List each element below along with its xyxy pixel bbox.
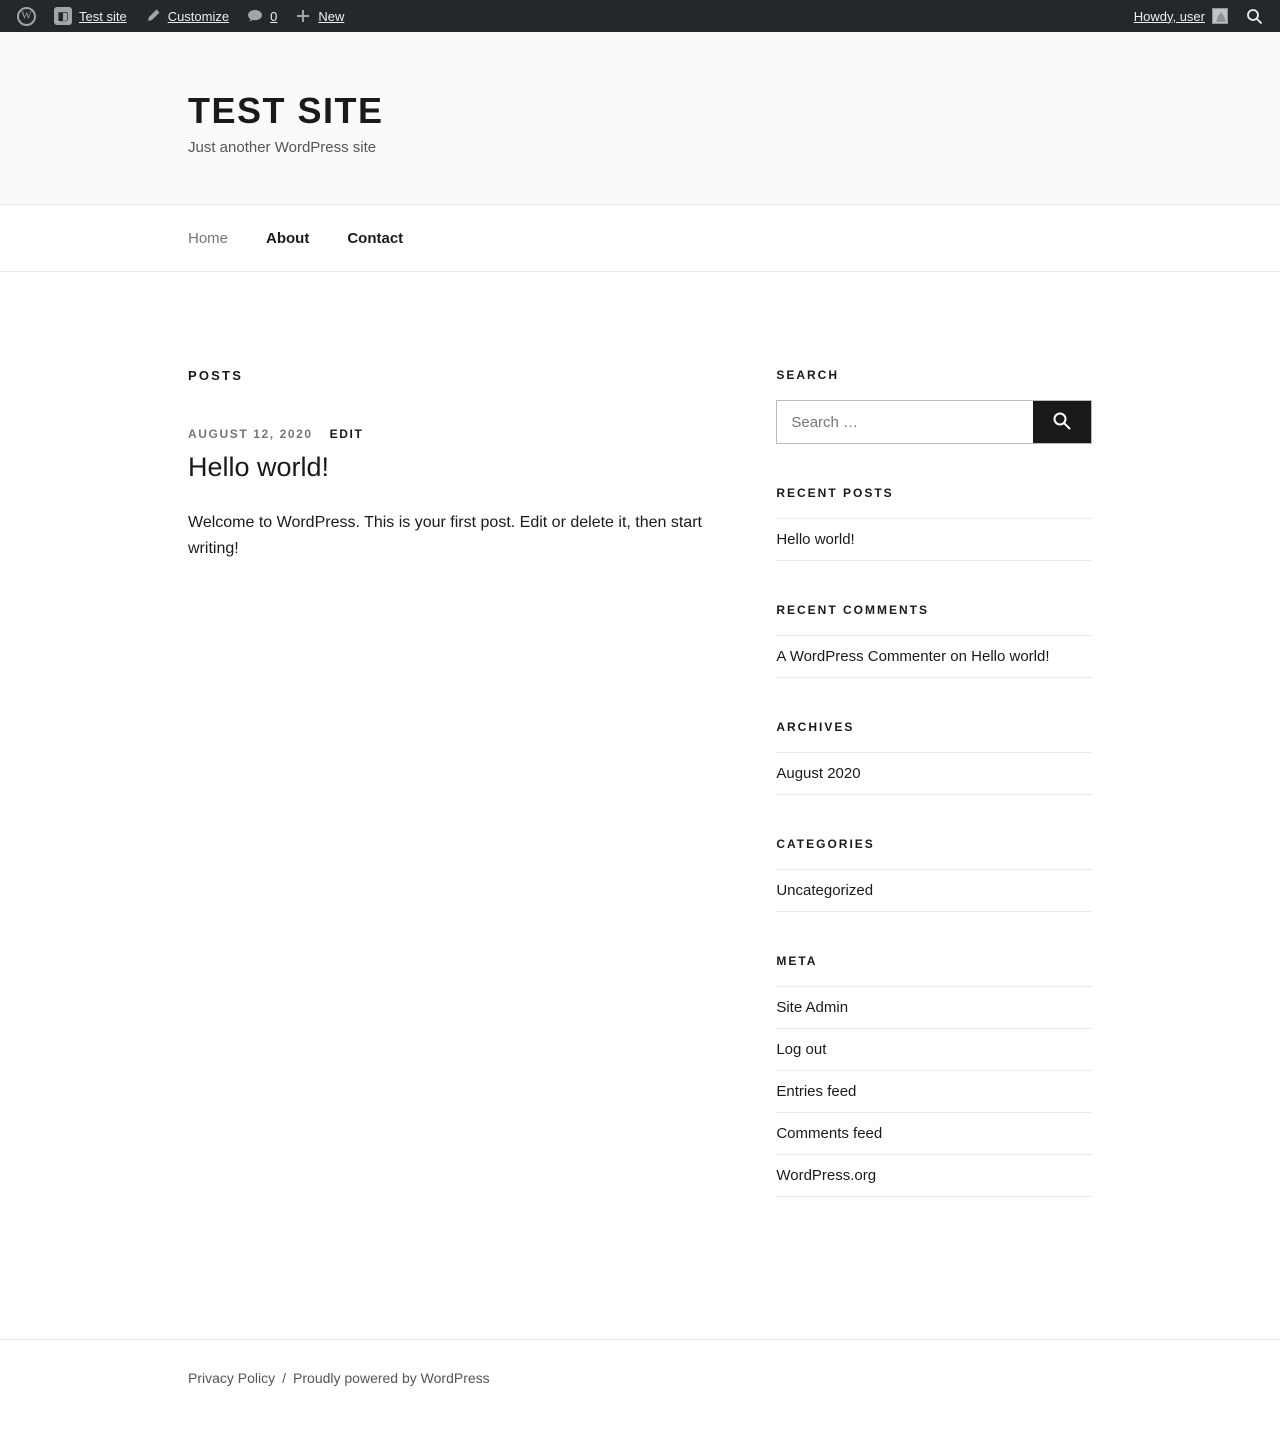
- content-area: [188, 272, 1092, 1239]
- admin-bar-site-name[interactable]: [45, 0, 136, 32]
- posts-heading: POSTS: [188, 368, 244, 384]
- recent-posts-list: [776, 518, 1092, 561]
- nav-item-about[interactable]: About: [266, 230, 310, 248]
- search-icon: [1052, 411, 1072, 434]
- widget-recent-comments-title: RECENT COMMENTS: [776, 603, 930, 618]
- wordpress-logo-icon: [17, 7, 36, 26]
- sidebar: [776, 368, 1092, 1239]
- widget-categories: [776, 837, 1092, 912]
- list-item: [776, 1155, 1092, 1197]
- admin-bar-search[interactable]: [1237, 0, 1272, 32]
- comment-post-link[interactable]: Hello world!: [971, 648, 1050, 666]
- admin-bar-my-account[interactable]: [1125, 0, 1237, 32]
- post-title[interactable]: Hello world!: [188, 452, 330, 483]
- comment-author-link[interactable]: A WordPress Commenter: [776, 648, 947, 666]
- widget-search-title: SEARCH: [776, 368, 840, 383]
- admin-bar-customize-label: Customize: [167, 8, 230, 24]
- search-input[interactable]: [777, 401, 1033, 443]
- admin-bar-site-name-label: Test site: [79, 8, 127, 24]
- post-edit-link[interactable]: EDIT: [329, 427, 364, 442]
- meta-link-entries-feed[interactable]: Entries feed: [776, 1083, 857, 1101]
- widget-search: [776, 368, 1092, 444]
- site-footer: [0, 1339, 1280, 1426]
- admin-bar-wp-logo[interactable]: [8, 0, 45, 32]
- main-content: [188, 368, 704, 562]
- plus-icon: [295, 8, 311, 24]
- pencil-icon: [145, 8, 161, 24]
- admin-bar: [0, 0, 1280, 32]
- widget-categories-title: CATEGORIES: [776, 837, 875, 852]
- list-item: [776, 1071, 1092, 1113]
- primary-navigation: [0, 205, 1280, 272]
- widget-recent-posts: [776, 486, 1092, 561]
- admin-bar-new[interactable]: [286, 0, 353, 32]
- list-item: [776, 635, 1092, 678]
- meta-link-log-out[interactable]: Log out: [776, 1041, 827, 1059]
- post-article: [188, 427, 704, 562]
- list-item: [776, 1113, 1092, 1155]
- search-button[interactable]: [1033, 401, 1091, 443]
- post-meta: [188, 427, 704, 441]
- footer-privacy-policy-link[interactable]: Privacy Policy: [188, 1370, 276, 1387]
- post-content: [188, 510, 704, 563]
- site-description: Just another WordPress site: [188, 139, 377, 157]
- comment-on-text: on: [946, 648, 972, 666]
- archive-link-august-2020[interactable]: August 2020: [776, 765, 861, 783]
- widget-archives: [776, 720, 1092, 795]
- admin-bar-new-label: New: [318, 8, 345, 24]
- nav-item-home[interactable]: Home: [188, 230, 229, 248]
- admin-bar-howdy-label: Howdy, user: [1133, 8, 1205, 24]
- admin-bar-comments[interactable]: [238, 0, 286, 32]
- meta-link-wordpress-org[interactable]: WordPress.org: [776, 1167, 877, 1185]
- meta-link-site-admin[interactable]: Site Admin: [776, 999, 849, 1017]
- categories-list: [776, 869, 1092, 912]
- admin-bar-customize[interactable]: [136, 0, 238, 32]
- search-icon: [1246, 8, 1263, 25]
- widget-meta-title: META: [776, 954, 818, 969]
- widget-recent-posts-title: RECENT POSTS: [776, 486, 894, 501]
- page-title[interactable]: TEST SITE: [188, 90, 384, 131]
- site-header: [0, 32, 1280, 205]
- widget-archives-title: ARCHIVES: [776, 720, 855, 735]
- search-form: [776, 400, 1092, 444]
- nav-item-contact[interactable]: Contact: [347, 230, 404, 248]
- list-item: [776, 869, 1092, 912]
- list-item: [776, 752, 1092, 795]
- site-icon: ◧: [54, 7, 72, 25]
- footer-separator: /: [282, 1370, 287, 1387]
- recent-post-link[interactable]: Hello world!: [776, 531, 855, 549]
- avatar: [1212, 8, 1228, 24]
- post-date-link[interactable]: AUGUST 12, 2020: [188, 427, 313, 442]
- comment-bubble-icon: [247, 8, 263, 24]
- widget-recent-comments: [776, 603, 1092, 678]
- post-body-text: Welcome to WordPress. This is your first post. Edit or delete it, then start writing!: [188, 513, 702, 558]
- category-link-uncategorized[interactable]: Uncategorized: [776, 882, 874, 900]
- meta-list: [776, 986, 1092, 1197]
- footer-credit-link[interactable]: Proudly powered by WordPress: [293, 1370, 490, 1387]
- widget-meta: [776, 954, 1092, 1197]
- list-item: [776, 1029, 1092, 1071]
- archives-list: [776, 752, 1092, 795]
- recent-comments-list: [776, 635, 1092, 678]
- admin-bar-comments-count: 0: [270, 8, 278, 24]
- list-item: [776, 518, 1092, 561]
- list-item: [776, 986, 1092, 1029]
- meta-link-comments-feed[interactable]: Comments feed: [776, 1125, 883, 1143]
